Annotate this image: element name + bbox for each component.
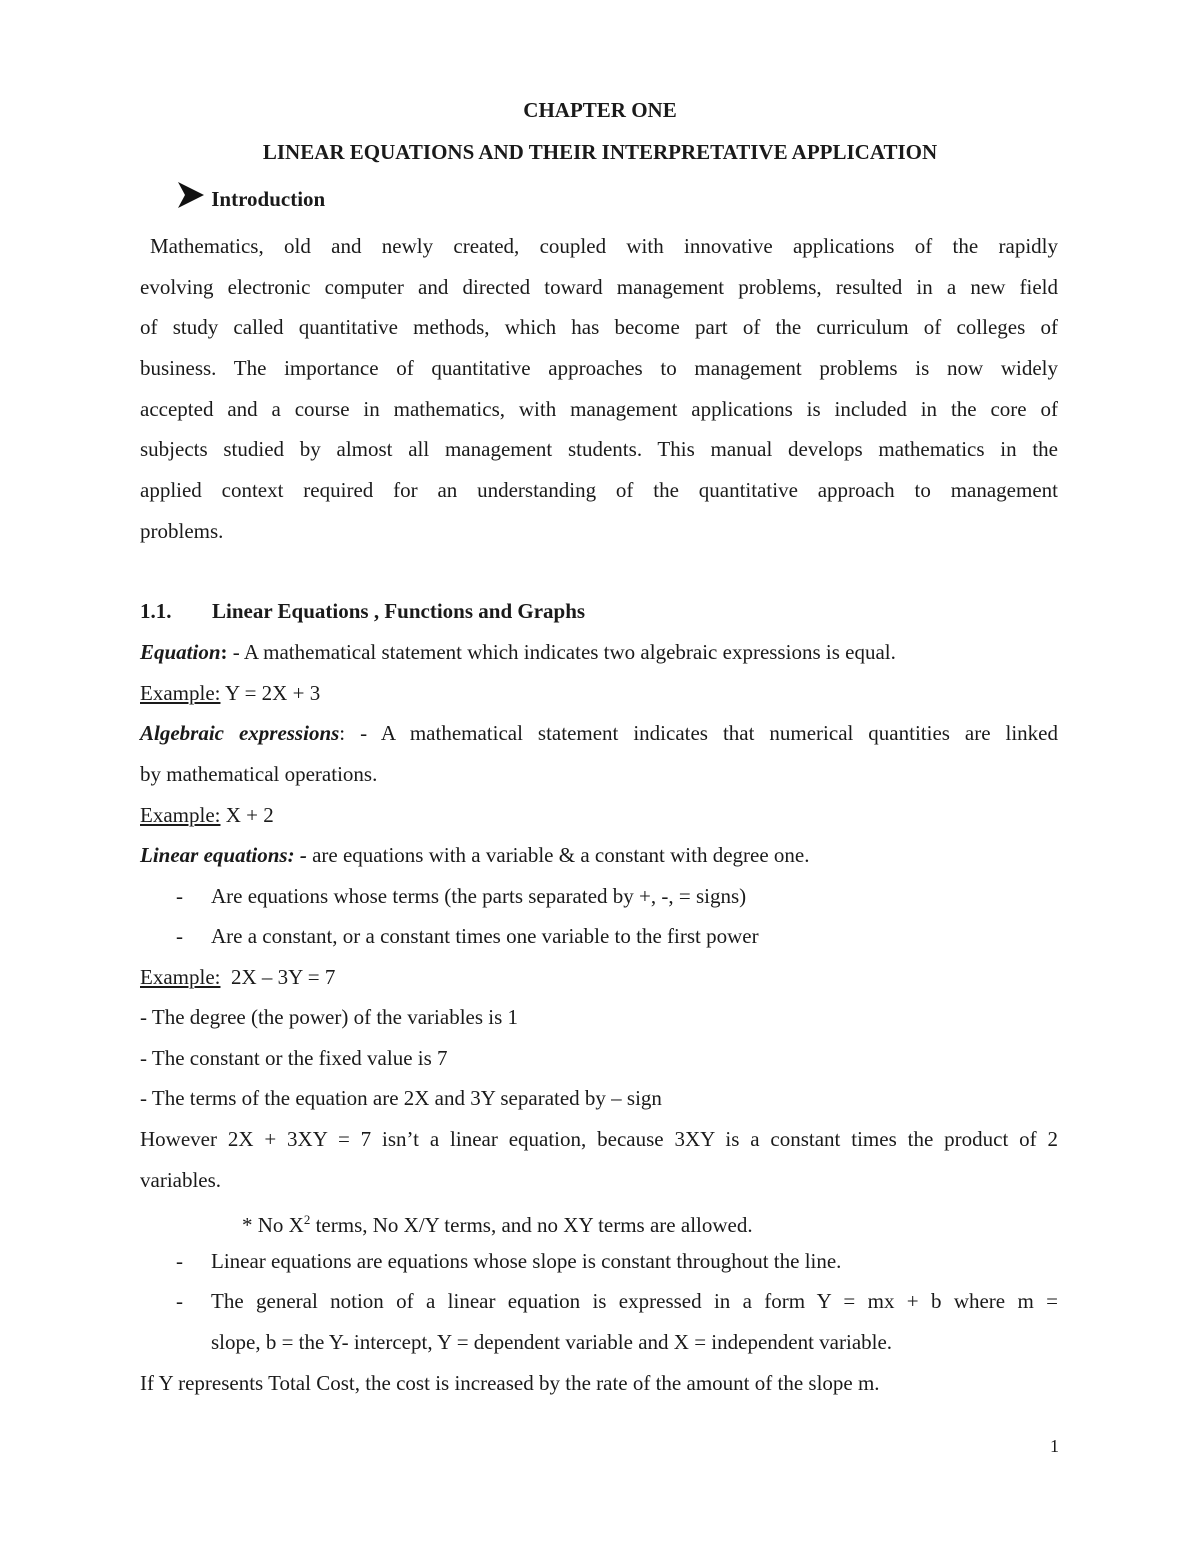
no-terms-post: terms, No X/Y terms, and no XY terms are allowed. — [310, 1213, 753, 1237]
example-text: 2X – 3Y = 7 — [220, 965, 336, 989]
example-label: Example: — [140, 681, 221, 705]
bullet-item-cont: slope, b = the Y- intercept, Y = dependent variable and X = independent variable. — [211, 1330, 893, 1354]
arrowhead-bullet-icon — [176, 180, 206, 210]
chapter-label: CHAPTER ONE — [523, 98, 677, 122]
equation-colon: : — [220, 640, 228, 664]
intro-heading: Introduction — [211, 187, 326, 211]
note-line: - The constant or the fixed value is 7 — [140, 1046, 448, 1070]
no-terms-note — [242, 1205, 1042, 1240]
however-line-2: variables. — [140, 1168, 222, 1192]
linear-definition — [140, 840, 1058, 870]
note-line: - The terms of the equation are 2X and 3Y separated by – sign — [140, 1086, 662, 1110]
no-terms-sup: 2 — [303, 1212, 311, 1227]
no-terms-pre: * No X — [242, 1213, 304, 1237]
intro-line-2: evolving electronic computer and directed toward management problems, resulted in a new field — [140, 275, 1058, 299]
intro-line-3: of study called quantitative methods, which has become part of the curriculum of colleges of — [140, 315, 1058, 339]
bullet-item: Are equations whose terms (the parts separated by +, -, = signs) — [211, 884, 747, 908]
example-text: Y = 2X + 3 — [220, 681, 321, 705]
total-cost-line: If Y represents Total Cost, the cost is increased by the rate of the amount of the slope m. — [140, 1371, 880, 1395]
section-number: 1.1. — [140, 599, 172, 623]
intro-line-5: accepted and a course in mathematics, with management applications is included in the core of — [140, 397, 1058, 421]
page-number: 1 — [1050, 1436, 1059, 1456]
intro-line-7: applied context required for an understanding of the quantitative approach to management — [140, 478, 1058, 502]
bullet-item: The general notion of a linear equation is expressed in a form Y = mx + b where m = — [211, 1289, 1058, 1313]
linear-term: Linear equations: - — [140, 843, 307, 867]
example-2 — [140, 800, 1058, 830]
intro-line-6: subjects studied by almost all management students. This manual develops mathematics in the — [140, 437, 1058, 461]
example-text: X + 2 — [220, 803, 274, 827]
algebraic-definition — [140, 718, 1058, 748]
chapter-title: LINEAR EQUATIONS AND THEIR INTERPRETATIVE APPLICATION — [262, 140, 938, 164]
bullet-item: Linear equations are equations whose slope is constant throughout the line. — [211, 1249, 842, 1273]
section-title: Linear Equations , Functions and Graphs — [212, 599, 586, 623]
example-3 — [140, 962, 1058, 992]
example-label: Example: — [140, 803, 221, 827]
equation-term: Equation — [140, 640, 221, 664]
linear-text: are equations with a variable & a constant with degree one. — [306, 843, 810, 867]
bullet-dash: - — [176, 884, 183, 908]
bullet-dash: - — [176, 924, 183, 948]
intro-line-1: Mathematics, old and newly created, coupled with innovative applications of the rapidly — [150, 234, 1058, 258]
section-heading — [140, 596, 1058, 626]
equation-definition — [140, 637, 1058, 667]
bullet-item: Are a constant, or a constant times one variable to the first power — [211, 924, 759, 948]
algebraic-definition-cont: by mathematical operations. — [140, 762, 378, 786]
intro-line-8: problems. — [140, 519, 224, 543]
intro-heading-row — [176, 180, 325, 217]
equation-text: - A mathematical statement which indicates two algebraic expressions is equal. — [227, 640, 896, 664]
example-1 — [140, 678, 1058, 708]
however-line-1: However 2X + 3XY = 7 isn’t a linear equation, because 3XY is a constant times the product of 2 — [140, 1127, 1058, 1151]
bullet-dash: - — [176, 1249, 183, 1273]
bullet-dash: - — [176, 1289, 183, 1313]
algebraic-term: Algebraic expressions — [140, 721, 340, 745]
intro-line-4: business. The importance of quantitative approaches to management problems is now widely — [140, 356, 1058, 380]
algebraic-text: : - A mathematical statement indicates that numerical quantities are linked — [339, 721, 1058, 745]
example-label: Example: — [140, 965, 221, 989]
note-line: - The degree (the power) of the variables is 1 — [140, 1005, 519, 1029]
